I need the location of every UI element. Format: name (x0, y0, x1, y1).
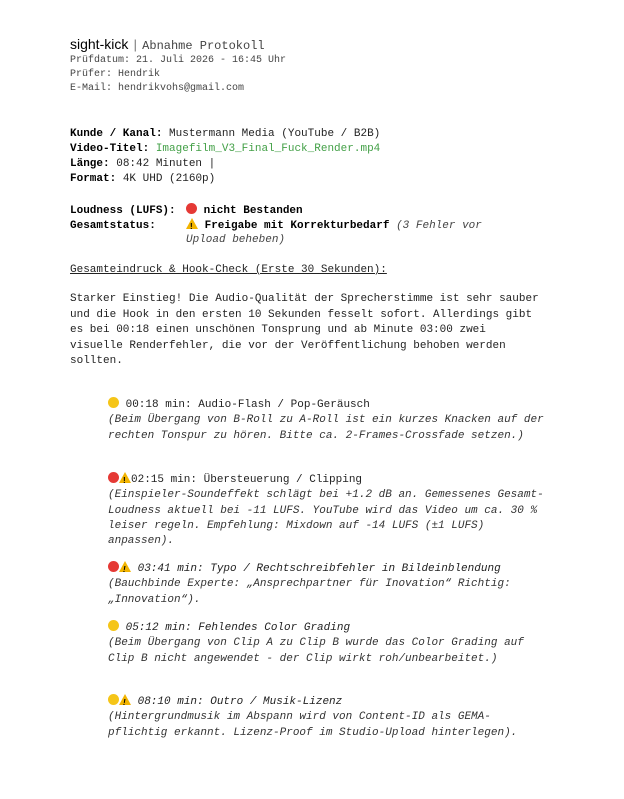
format-row (70, 172, 215, 187)
warning-icon (119, 472, 131, 483)
issue-item-2 (108, 472, 548, 549)
title-separator: | (131, 38, 140, 53)
client-value: Mustermann Media (YouTube / B2B) (169, 128, 381, 140)
overall-status-hint-cont: Upload beheben) (186, 234, 286, 246)
issue-description: (Hintergrundmusik im Abspann wird von Content-ID als GEMA-pflichtig erkannt. Lizenz-Proof im Studio-Upload hinterlegen). (108, 711, 518, 739)
overall-status-row (70, 218, 482, 234)
tester-name: Prüfer: Hendrik (70, 69, 161, 80)
overall-status-hint: (3 Fehler vor (396, 220, 482, 232)
section-heading: Gesamteindruck & Hook-Check (Erste 30 Sekunden): (70, 264, 387, 276)
issue-description: (Einspieler-Soundeffekt schlägt bei +1.2 dB an. Gemessenes Gesamt-Loudness aktuell bei -11 LUFS. YouTube wird das Video um ca. 30 % leiser regeln. Empfehlung: Mixdown auf -14 LUFS (±1 LUFS) anpassen). (108, 489, 544, 548)
issue-item-5 (108, 694, 548, 741)
issue-title: 03:41 min: Typo / Rechtschreibfehler in Bildeinblendung (137, 563, 501, 575)
yellow-circle-icon (108, 694, 119, 705)
loudness-value: nicht Bestanden (203, 205, 303, 217)
video-row (70, 142, 380, 157)
video-label: Video-Titel: (70, 143, 150, 155)
test-date: Prüfdatum: 21. Juli 2026 - 16:45 Uhr (70, 55, 287, 66)
warning-icon (119, 561, 131, 572)
brand-name: sight-kick (70, 36, 129, 52)
yellow-circle-icon (108, 397, 119, 408)
issue-item-4 (108, 620, 548, 667)
loudness-row (70, 203, 303, 219)
client-label: Kunde / Kanal: (70, 128, 163, 140)
issue-description: (Beim Übergang von B-Roll zu A-Roll ist ein kurzes Knacken auf der rechten Tonspur zu hören. Bitte ca. 2-Frames-Crossfade setzen.) (108, 414, 544, 442)
overall-status-label: Gesamtstatus: (70, 220, 156, 232)
issue-title: 02:15 min: Übersteuerung / Clipping (131, 474, 363, 486)
issue-description: (Beim Übergang von Clip A zu Clip B wurde das Color Grading auf Clip B nicht angewendet - der Clip wirkt roh/unbearbeitet.) (108, 637, 524, 665)
red-circle-icon (108, 472, 119, 483)
yellow-circle-icon (108, 620, 119, 631)
issue-item-1 (108, 397, 548, 444)
issue-description: (Bauchbinde Experte: „Ansprechpartner für Inovation“ Richtig: „Innovation“). (108, 578, 511, 606)
red-circle-icon (108, 561, 119, 572)
document-subtitle: Abnahme Protokoll (142, 39, 265, 53)
length-label: Länge: (70, 158, 110, 170)
tester-email: E-Mail: hendrikvohs@gmail.com (70, 83, 245, 94)
issue-title: 08:10 min: Outro / Musik-Lizenz (137, 696, 343, 708)
red-circle-icon (186, 203, 197, 214)
document-title (70, 36, 265, 53)
warning-icon (186, 218, 198, 229)
issue-title: 00:18 min: Audio-Flash / Pop-Geräusch (125, 399, 370, 411)
warning-icon (119, 694, 131, 705)
client-row (70, 127, 380, 142)
loudness-label: Loudness (LUFS): (70, 205, 176, 217)
format-label: Format: (70, 173, 117, 185)
video-filename: Imagefilm_V3_Final_Fuck_Render.mp4 (155, 143, 381, 155)
issue-item-3 (108, 561, 548, 608)
section-paragraph: Starker Einstieg! Die Audio-Qualität der Sprecherstimme ist sehr sauber und die Hook in den ersten 10 Sekunden fesselt sofort. Allerdings gibt es bei 00:18 einen unschönen Tonsprung und ab Minute 03:00 zwei visuelle Renderfehler, die vor der Veröffentlichung behoben werden sollten. (70, 293, 539, 367)
format-value: 4K UHD (2160p) (122, 173, 216, 185)
length-row (70, 157, 215, 172)
overall-status-value: Freigabe mit Korrekturbedarf (204, 220, 390, 232)
length-value: 08:42 Minuten | (116, 158, 216, 170)
issue-title: 05:12 min: Fehlendes Color Grading (125, 622, 351, 634)
